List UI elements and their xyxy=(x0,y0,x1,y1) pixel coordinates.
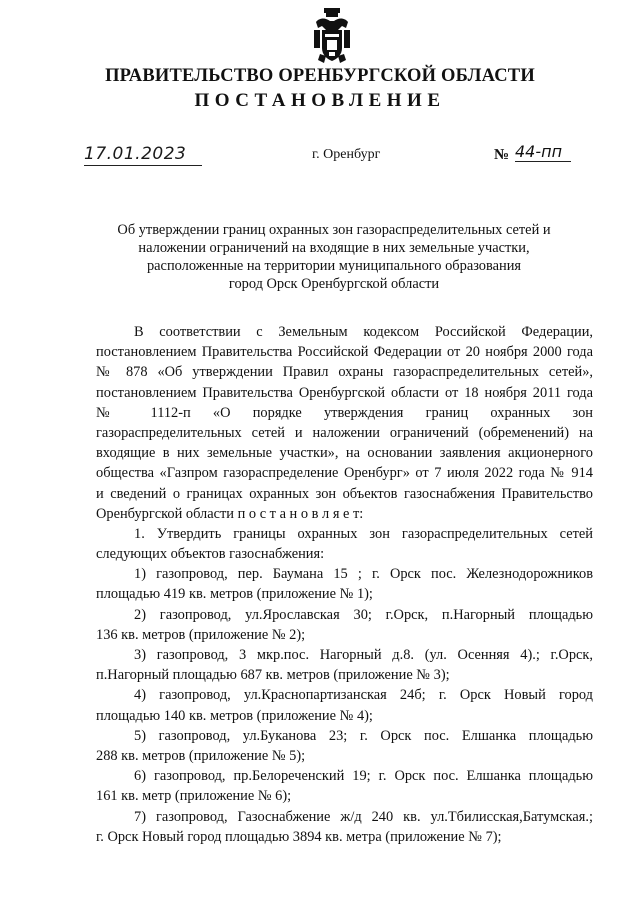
government-name: ПРАВИТЕЛЬСТВО ОРЕНБУРГСКОЙ ОБЛАСТИ xyxy=(105,66,535,86)
body-line: В соответствии с Земельным кодексом Российской Федерации, xyxy=(134,324,593,340)
list-item: 7) газопровод, Газоснабжение ж/д 240 кв. ул.Тбилисская,Батумская.; xyxy=(134,808,593,825)
list-item: 136 кв. метров (приложение № 2); xyxy=(96,626,306,643)
decree-title xyxy=(104,221,564,293)
body-line xyxy=(96,504,593,524)
body-line: № 878 «Об утверждении Правил охраны газораспределительных сетей», xyxy=(96,364,593,381)
list-item: площадью 140 кв. метров (приложение № 4); xyxy=(96,707,373,724)
body-line: № 1112-п «О порядке утверждения границ охранных зон xyxy=(96,404,593,421)
list-item: п.Нагорный площадью 687 кв. метров (приложение № 3); xyxy=(96,667,450,684)
decree-number: 44-пп xyxy=(515,142,571,162)
title-line: расположенные на территории муниципального образования xyxy=(146,258,522,274)
list-item: площадью 419 кв. метров (приложение № 1); xyxy=(96,586,373,603)
list-item: г. Орск Новый город площадью 3894 кв. метра (приложение № 7); xyxy=(96,828,502,845)
list-item: 2) газопровод, ул.Ярославская 30; г.Орск, п.Нагорный площадью xyxy=(134,606,593,623)
list-item: 3) газопровод, 3 мкр.пос. Нагорный д.8. (ул. Осенняя 4).; г.Орск, xyxy=(134,647,593,663)
body-line: общества «Газпром газораспределение Оренбург» от 7 июля 2022 года № 914 xyxy=(96,465,593,482)
body-line: следующих объектов газоснабжения: xyxy=(96,546,325,563)
title-line: наложении ограничений на входящие в них земельные участки, xyxy=(138,240,530,256)
coat-of-arms-icon xyxy=(312,8,352,64)
decree-date: 17.01.2023 xyxy=(84,144,202,166)
list-item: 5) газопровод, ул.Буканова 23; г. Орск пос. Елшанка площадью xyxy=(134,727,593,744)
body-text: Оренбургской области xyxy=(96,505,234,522)
list-item: 1) газопровод, пер. Баумана 15 ; г. Орск пос. Железнодорожников xyxy=(134,566,593,583)
body-line: и сведений о границах охранных зон объектов газоснабжения Правительство xyxy=(96,485,593,502)
list-item: 288 кв. метров (приложение № 5); xyxy=(96,747,306,764)
body-line: постановлением Правительства Оренбургской области от 18 ноября 2011 года xyxy=(96,384,593,401)
body-line: 1. Утвердить границы охранных зон газораспределительных сетей xyxy=(134,525,593,542)
decree-number-label: № xyxy=(494,147,510,163)
body-line: газораспределительных сетей и наложении ограничений (обременений) на xyxy=(96,424,593,441)
body-line: постановлением Правительства Российской Федерации от 20 ноября 2000 года xyxy=(96,344,593,361)
list-item: 161 кв. метр (приложение № 6); xyxy=(96,788,292,805)
document-type: ПОСТАНОВЛЕНИЕ xyxy=(194,90,446,111)
decree-body xyxy=(96,322,593,847)
list-item: 4) газопровод, ул.Краснопартизанская 24б; г. Орск Новый город xyxy=(134,687,593,704)
list-item: 6) газопровод, пр.Белореченский 19; г. Орск пос. Елшанка площадью xyxy=(134,768,593,785)
decree-city: г. Оренбург xyxy=(312,147,381,162)
body-line: входящие в них земельные участки», на основании заявления акционерного xyxy=(96,445,593,462)
title-line: город Орск Оренбургской области xyxy=(228,276,440,292)
title-line: Об утверждении границ охранных зон газораспределительных сетей и xyxy=(117,222,551,238)
decree-verb: п о с т а н о в л я е т: xyxy=(237,505,364,522)
